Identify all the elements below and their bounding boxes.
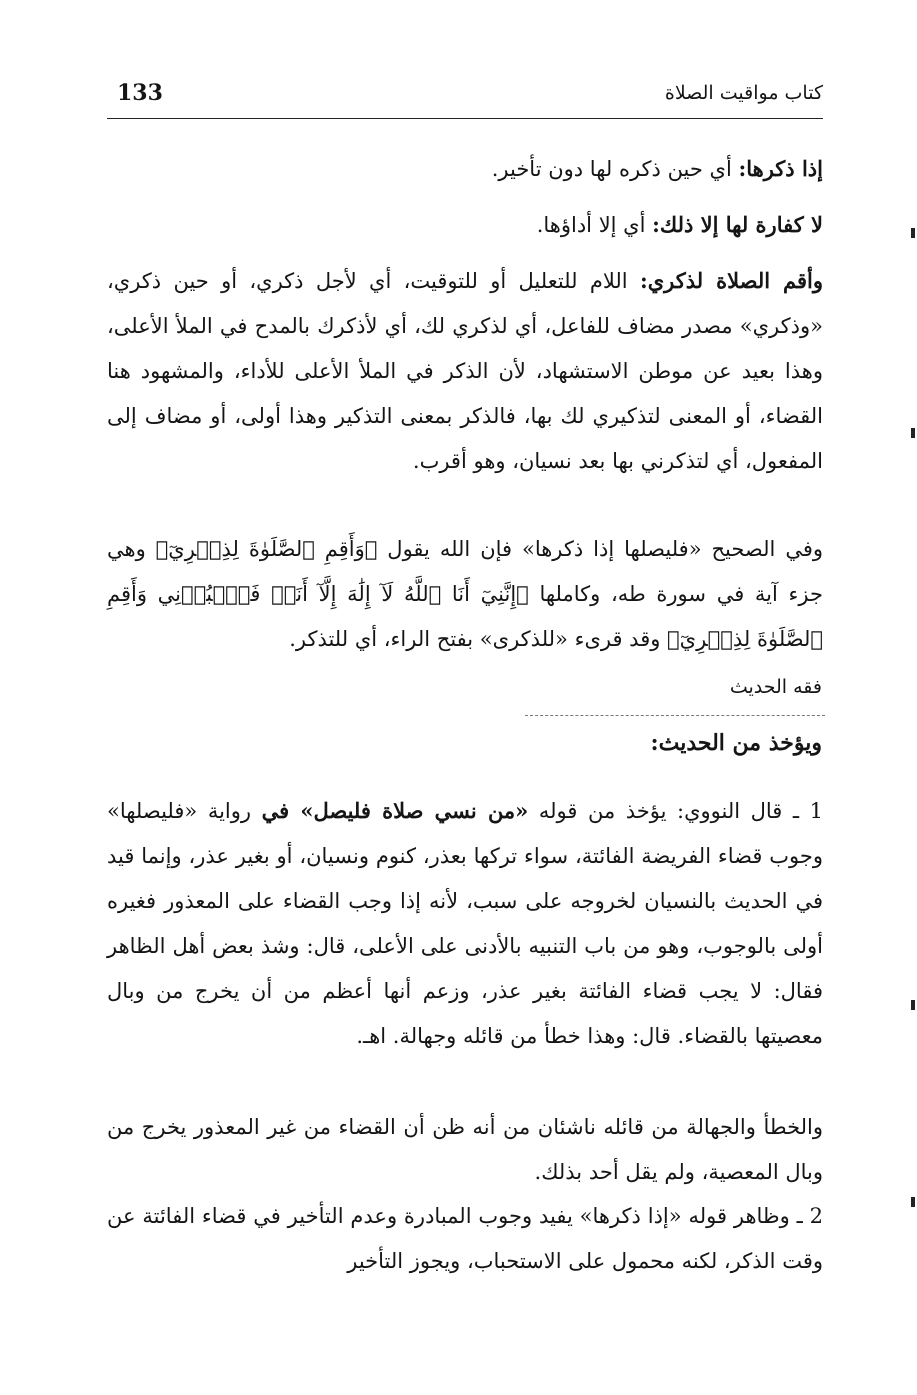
- gloss-term: إذا ذكرها:: [738, 156, 823, 181]
- section-divider: [525, 715, 825, 716]
- gloss-entry-3: [107, 258, 823, 484]
- page-header: [107, 78, 823, 119]
- point-1-body: رواية «فليصلها» وجوب قضاء الفريضة الفائتة، سواء تركها بعذر، كنوم ونسيان، أو بغير عذر، وإنما قيد في الحديث بالنسيان لخروجه على سبب، لأنه إذا وجب القضاء على المعذور فغيره أولى بالوجوب، وهو من باب التنبيه بالأدنى على الأعلى، قال: وشذ بعض أهل الظاهر فقال: لا يجب قضاء الفائتة بغير عذر، وزعم أنها أعظم من أن يخرج من وبال معصيتها بالقضاء. قال: وهذا خطأ من قائله وجهالة. اهـ.: [107, 799, 823, 1048]
- error-paragraph: والخطأ والجهالة من قائله ناشئان من أنه ظن أن القضاء من غير المعذور يخرج من وبال المعصية، ولم يقل أحد بذلك.: [107, 1115, 823, 1184]
- running-title: كتاب مواقيت الصلاة: [664, 82, 823, 104]
- margin-mark: [911, 1197, 915, 1207]
- gloss-text: أي حين ذكره لها دون تأخير.: [491, 157, 739, 181]
- gloss-term: لا كفارة لها إلا ذلك:: [652, 212, 823, 237]
- subheading: ويؤخذ من الحديث:: [650, 730, 822, 756]
- section-heading: فقه الحديث: [729, 676, 822, 698]
- margin-mark: [911, 228, 915, 238]
- point-1-paragraph: [107, 788, 823, 1059]
- gloss-entry-2: [107, 202, 823, 248]
- margin-mark: [911, 428, 915, 438]
- margin-mark: [911, 1000, 915, 1010]
- point-2-paragraph: 2 ـ وظاهر قوله «إذا ذكرها» يفيد وجوب المبادرة وعدم التأخير في قضاء الفائتة عن وقت الذكر، لكنه محمول على الاستحباب، ويجوز التأخير: [107, 1204, 823, 1273]
- gloss-text: أي إلا أداؤها.: [536, 213, 653, 237]
- point-1-quote: «من نسي صلاة فليصل» في: [261, 798, 529, 823]
- gloss-entry-1: [107, 146, 823, 192]
- point-1-intro: 1 ـ قال النووي: يؤخذ من قوله: [528, 799, 823, 823]
- sahih-paragraph: وفي الصحيح «فليصلها إذا ذكرها» فإن الله يقول ﴿وَأَقِمِ ٱلصَّلَوٰةَ لِذِكۡرِيٓ﴾ وهي جزء آية في سورة طه، وكاملها ﴿إِنَّنِيٓ أَنَا ٱللَّهُ لَآ إِلَٰهَ إِلَّآ أَنَا۠ فَٱعۡبُدۡنِي وَأَقِمِ ٱلصَّلَوٰةَ لِذِكۡرِيٓ﴾ وقد قرىء «للذكرى» بفتح الراء، أي للتذكر.: [107, 537, 823, 651]
- gloss-term: وأقم الصلاة لذكري:: [639, 268, 823, 293]
- page-number: 133: [117, 80, 163, 106]
- gloss-text: اللام للتعليل أو للتوقيت، أي لأجل ذكري، أو حين ذكري، «وذكري» مصدر مضاف للفاعل، أي لذكري لك، أي لأذكرك بالمدح في الملأ الأعلى، وهذا بعيد عن موطن الاستشهاد، لأن الذكر في الملأ الأعلى للأداء، والمشهود هنا القضاء، أو المعنى لتذكيري لك بها، فالذكر بمعنى التذكير وهذا أولى، أو مضاف إلى المفعول، أي لتذكرني بها بعد نسيان، وهو أقرب.: [107, 269, 823, 473]
